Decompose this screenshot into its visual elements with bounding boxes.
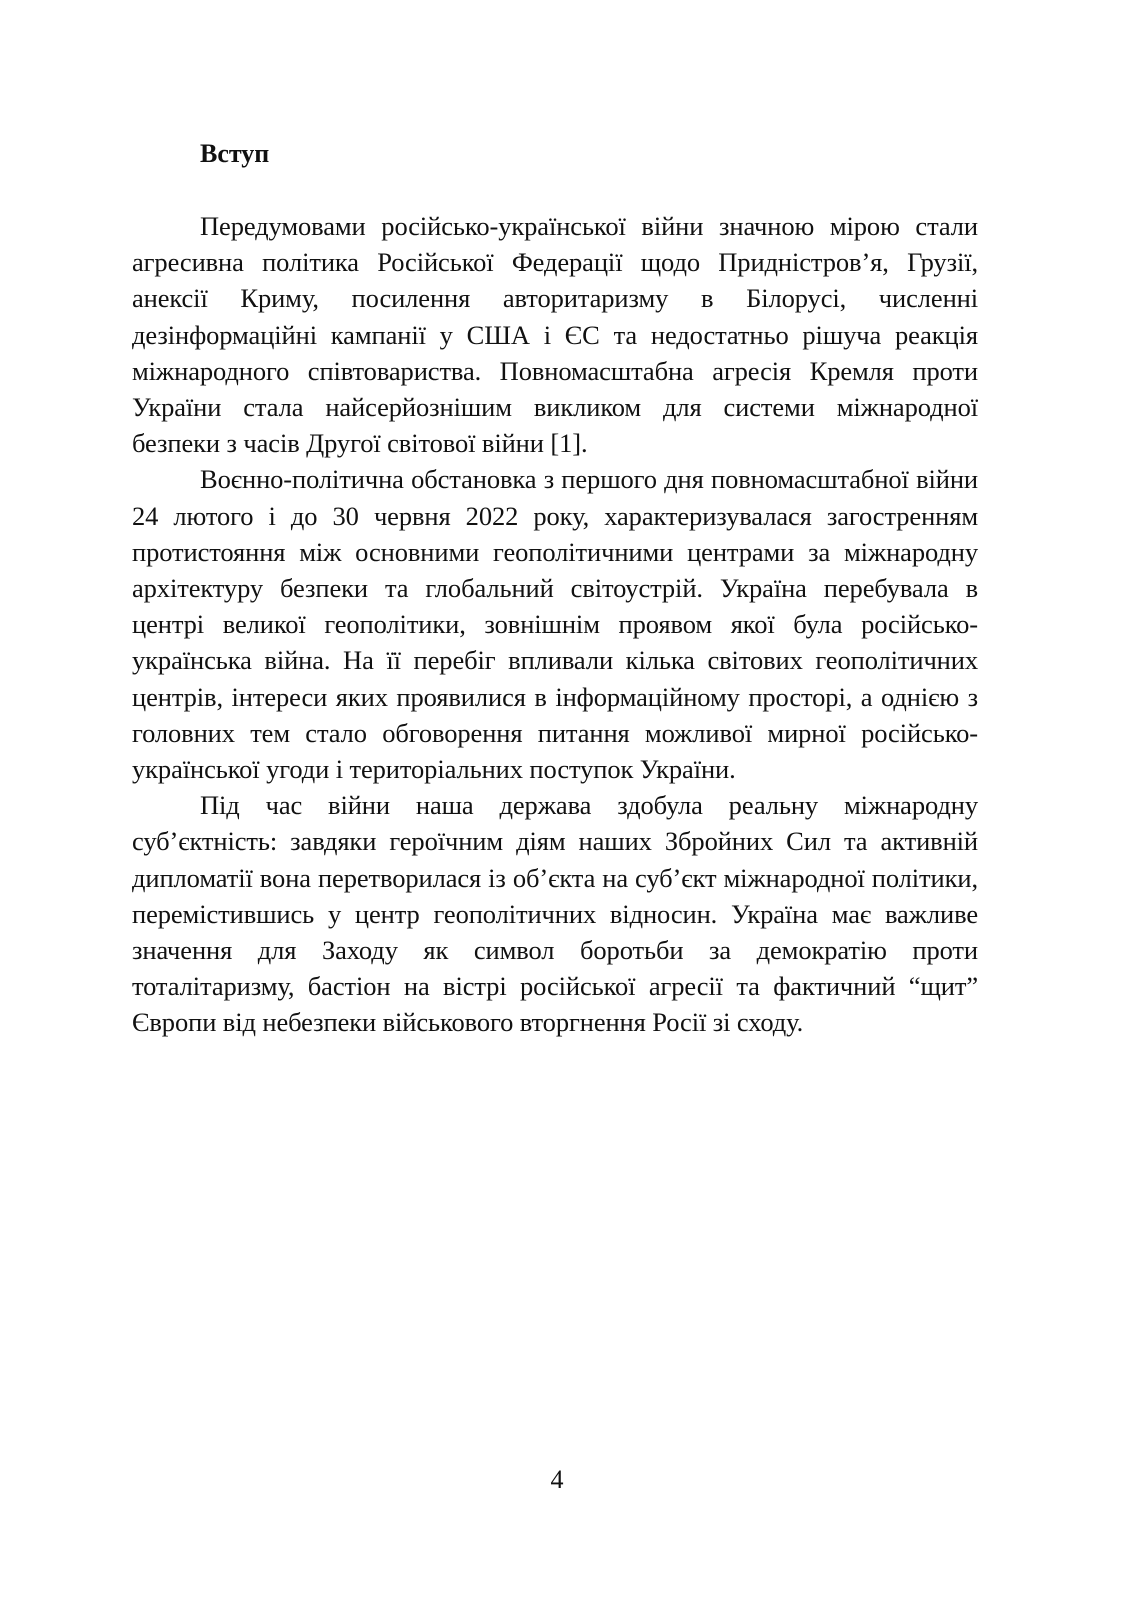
paragraph-1: Передумовами російсько-української війни значною мірою стали агресивна політика Російської Федерації щодо Придністров’я, Грузії, анексії Криму, посилення авторитаризму в Білорусі, численні дезінформаційні кампанії у США і ЄС та недостатньо рішуча реакція міжнародного співтовариства. Повномасштабна агресія Кремля проти України стала найсерйознішим викликом для системи міжнародної безпеки з часів Другої світової війни [1]. [132, 211, 978, 459]
section-heading: Вступ [200, 139, 270, 168]
paragraph-3: Під час війни наша держава здобула реальну міжнародну суб’єктність: завдяки героїчним діям наших Збройних Сил та активній дипломатії вона перетворилася із об’єкта на суб’єкт міжнародної політики, перемістившись у центр геополітичних відносин. Україна має важливе значення для Заходу як символ боротьби за демократію проти тоталітаризму, бастіон на вістрі російської агресії та фактичний “щит” Європи від небезпеки військового вторгнення Росії зі сходу. [132, 790, 978, 1038]
page-content [132, 136, 978, 1041]
paragraph-2: Воєнно-політична обстановка з першого дня повномасштабної війни 24 лютого і до 30 червня 2022 року, характеризувалася загостренням протистояння між основними геополітичними центрами за міжнародну архітектуру безпеки та глобальний світоустрій. Україна перебувала в центрі великої геополітики, зовнішнім проявом якої була російсько-українська війна. На її перебіг впливали кілька світових геополітичних центрів, інтереси яких проявилися в інформаційному просторі, а однією з головних тем стало обговорення питання можливої мирної російсько-української угоди і територіальних поступок України. [132, 464, 978, 785]
page-number: 4 [550, 1465, 564, 1494]
